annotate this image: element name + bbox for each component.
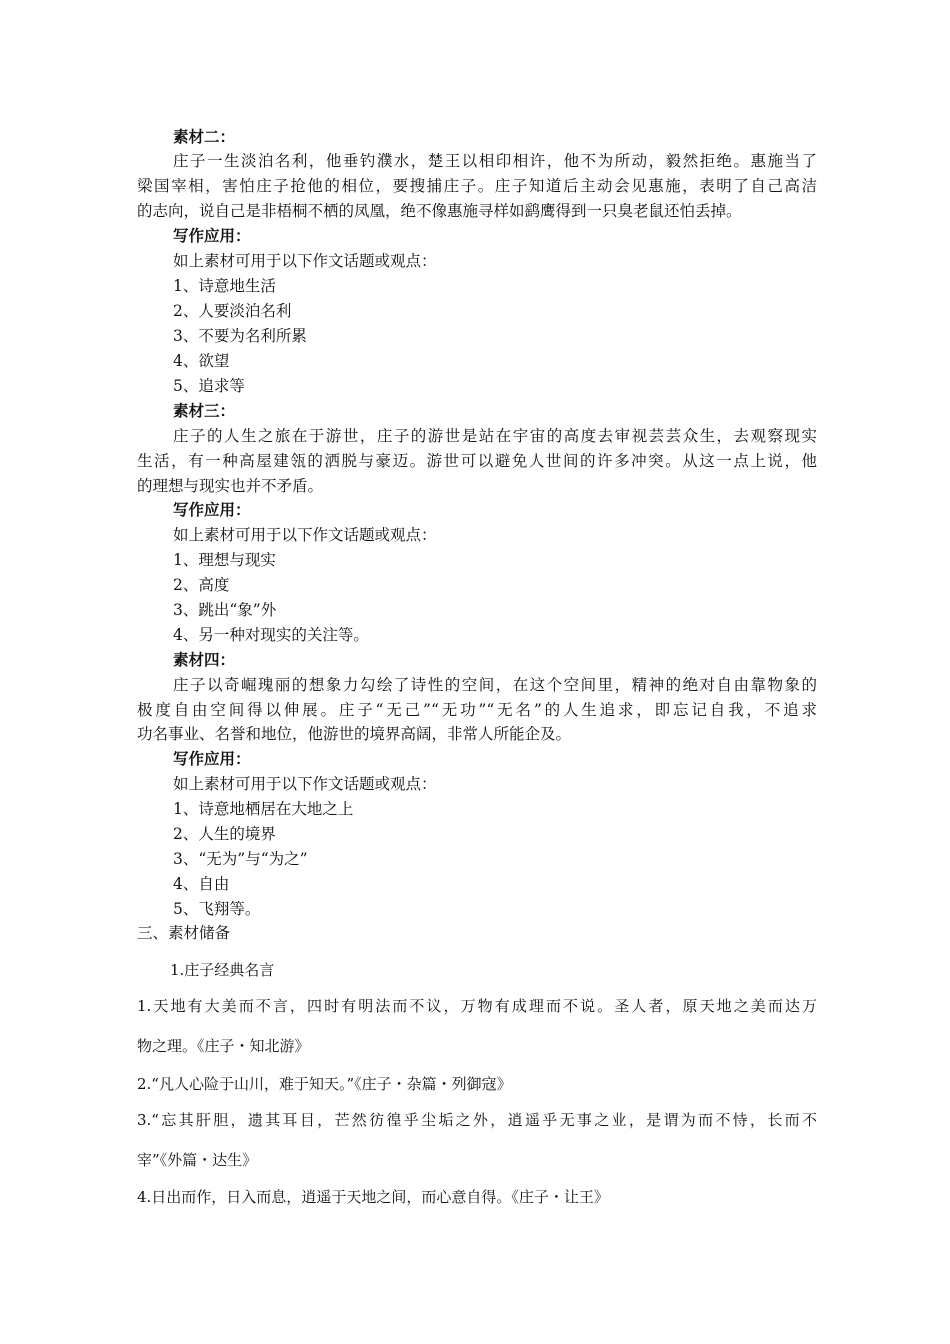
quote-line: 2.“凡人心险于山川，难于知天。”《庄子・杂篇・列御寇》 <box>137 1075 512 1093</box>
section4-para-line: 庄子以奇崛瑰丽的想象力勾绘了诗性的空间，在这个空间里，精神的绝对自由靠物象的 <box>173 676 817 694</box>
section3-item: 4、另一种对现实的关注等。 <box>173 626 369 644</box>
section4-item: 5、飞翔等。 <box>173 900 261 918</box>
quote-line: 1.天地有大美而不言，四时有明法而不议，万物有成理而不说。圣人者，原天地之美而达万 <box>137 997 817 1015</box>
section2-item: 3、不要为名利所累 <box>173 327 307 345</box>
section2-apply-heading: 写作应用： <box>173 226 251 245</box>
quote-line: 物之理。《庄子・知北游》 <box>137 1037 310 1055</box>
section3-item: 1、理想与现实 <box>173 551 276 569</box>
section3-item: 3、跳出“象”外 <box>173 601 277 619</box>
section2-heading: 素材二： <box>173 127 236 146</box>
section4-apply-heading: 写作应用： <box>173 749 251 768</box>
section3-heading: 素材三： <box>173 401 236 420</box>
section2-para-line: 庄子一生淡泊名利，他垂钓濮水，楚王以相印相许，他不为所动，毅然拒绝。惠施当了 <box>173 152 817 170</box>
section2-item: 2、人要淡泊名利 <box>173 302 292 320</box>
section4-para-line: 功名事业、名誉和地位，他游世的境界高阔，非常人所能企及。 <box>137 725 572 743</box>
quote-line: 宰”《外篇・达生》 <box>137 1151 258 1169</box>
section3-apply-intro: 如上素材可用于以下作文话题或观点： <box>173 526 437 544</box>
section4-para-line: 极度自由空间得以伸展。庄子“无己”“无功”“无名”的人生追求，即忘记自我，不追求 <box>137 701 817 719</box>
part3-sub-heading: 1.庄子经典名言 <box>170 961 275 979</box>
quote-line: 4.日出而作，日入而息，逍遥于天地之间，而心意自得。《庄子・让王》 <box>137 1188 609 1206</box>
section3-para-line: 的理想与现实也并不矛盾。 <box>137 477 324 495</box>
section4-apply-intro: 如上素材可用于以下作文话题或观点： <box>173 775 437 793</box>
section4-item: 3、“无为”与“为之” <box>173 850 308 868</box>
section2-item: 5、追求等 <box>173 377 245 395</box>
section2-item: 4、欲望 <box>173 352 230 370</box>
section4-heading: 素材四： <box>173 650 236 669</box>
part3-heading: 三、素材储备 <box>137 924 231 942</box>
section3-para-line: 庄子的人生之旅在于游世，庄子的游世是站在宇宙的高度去审视芸芸众生，去观察现实 <box>173 427 817 445</box>
section2-apply-intro: 如上素材可用于以下作文话题或观点： <box>173 252 437 270</box>
section3-para-line: 生活，有一种高屋建瓴的洒脱与豪迈。游世可以避免人世间的许多冲突。从这一点上说，他 <box>137 452 817 470</box>
section2-para-line: 梁国宰相，害怕庄子抢他的相位，要搜捕庄子。庄子知道后主动会见惠施，表明了自己高洁 <box>137 177 817 195</box>
section3-item: 2、高度 <box>173 576 230 594</box>
section2-para-line: 的志向，说自己是非梧桐不栖的凤凰，绝不像惠施寻样如鹞鹰得到一只臭老鼠还怕丢掉。 <box>137 202 742 220</box>
section3-apply-heading: 写作应用： <box>173 500 251 519</box>
quote-line: 3.“忘其肝胆，遗其耳目，芒然彷徨乎尘垢之外，逍遥乎无事之业，是谓为而不恃，长而不 <box>137 1111 817 1129</box>
section4-item: 1、诗意地栖居在大地之上 <box>173 800 354 818</box>
section4-item: 4、自由 <box>173 875 230 893</box>
section2-item: 1、诗意地生活 <box>173 277 276 295</box>
section4-item: 2、人生的境界 <box>173 825 276 843</box>
